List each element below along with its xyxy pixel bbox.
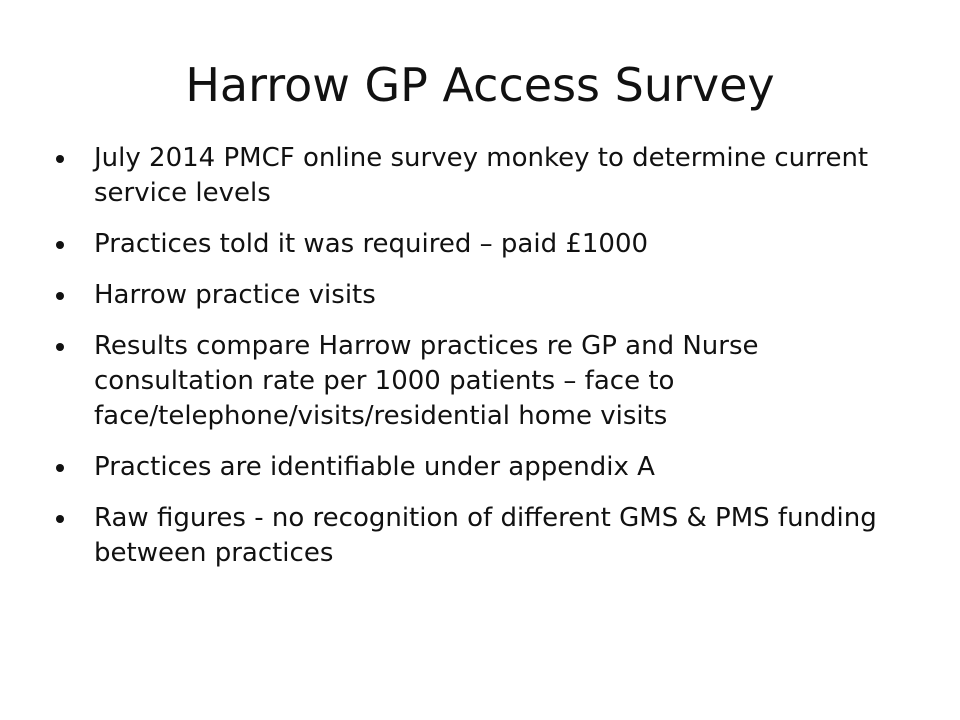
bullet-dot-icon — [56, 343, 64, 351]
bullet-item-4 — [56, 329, 916, 434]
bullet-item-6 — [56, 501, 916, 571]
bullet-dot-icon — [56, 241, 64, 249]
bullet-dot-icon — [56, 464, 64, 472]
bullet-item-2 — [56, 227, 916, 262]
bullet-dot-icon — [56, 515, 64, 523]
bullet-text-5: Practices are identifiable under appendix A — [94, 452, 655, 482]
bullet-list — [56, 141, 916, 587]
bullet-item-5 — [56, 450, 916, 485]
bullet-text-3: Harrow practice visits — [94, 280, 376, 310]
bullet-item-3 — [56, 278, 916, 313]
bullet-item-1 — [56, 141, 916, 211]
bullet-text-4: Results compare Harrow practices re GP and Nurse consultation rate per 1000 patients – face to face/telephone/visits/residential home visits — [94, 331, 759, 431]
bullet-text-6: Raw figures - no recognition of different GMS & PMS funding between practices — [94, 503, 877, 568]
bullet-text-1: July 2014 PMCF online survey monkey to determine current service levels — [94, 143, 869, 208]
bullet-text-2: Practices told it was required – paid £1000 — [94, 229, 649, 259]
slide-title: Harrow GP Access Survey — [185, 58, 775, 112]
bullet-dot-icon — [56, 155, 64, 163]
bullet-dot-icon — [56, 292, 64, 300]
